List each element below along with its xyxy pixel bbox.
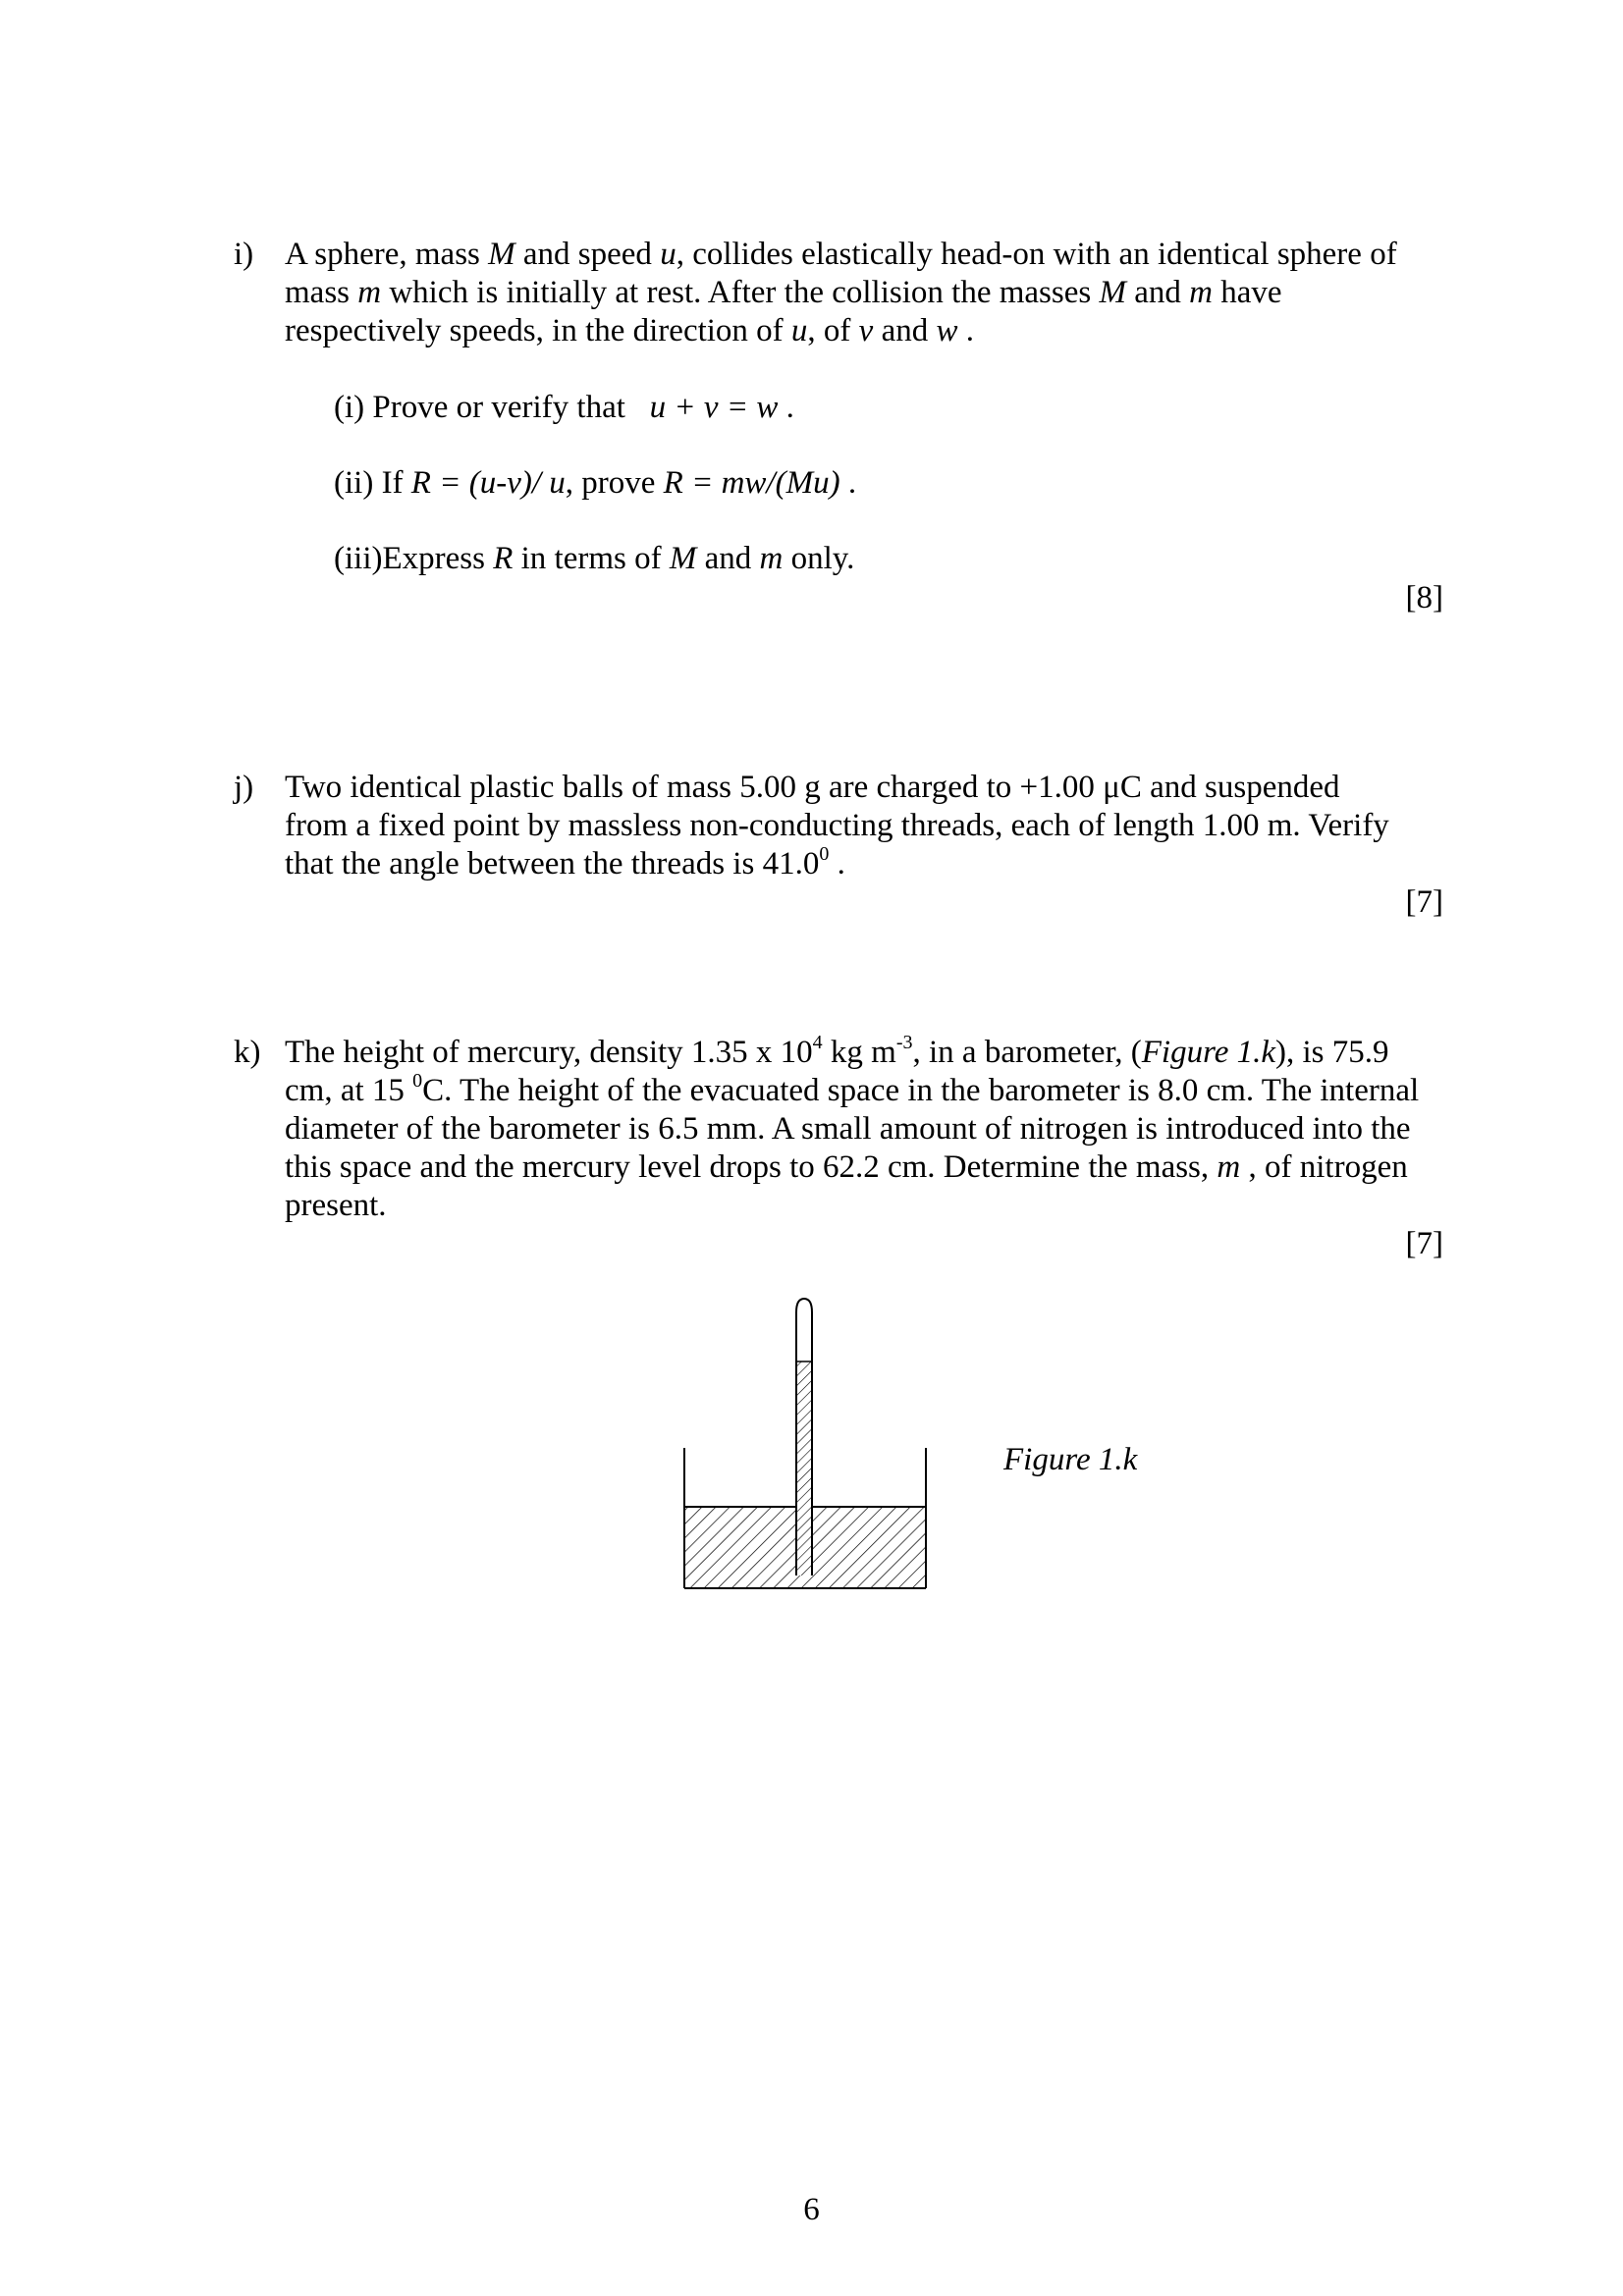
- question-i-part-i: (i) Prove or verify that u + v = w .: [334, 390, 794, 425]
- question-j-label: j): [234, 770, 254, 805]
- question-k-line-3: diameter of the barometer is 6.5 mm. A small amount of nitrogen is introduced into the: [285, 1111, 1411, 1147]
- question-i-line-3: respectively speeds, in the direction of u, of v and w .: [285, 313, 974, 348]
- question-k-text: [285, 1034, 1443, 1225]
- question-k-line-2: cm, at 15 $^0$C. The height of the evacuated space in the barometer is 8.0 cm. The internal: [285, 1070, 1420, 1108]
- question-i-part-iii: (iii)Express R in terms of M and m only.: [334, 541, 855, 576]
- question-i-text: [285, 236, 1443, 350]
- question-k-marks: [7]: [1405, 1226, 1443, 1261]
- figure-caption: Figure 1.k: [1003, 1442, 1138, 1477]
- question-k-line-4: this space and the mercury level drops to 62.2 cm. Determine the mass, m , of nitrogen: [285, 1149, 1408, 1185]
- barometer-tube: [796, 1299, 812, 1575]
- question-i-part-ii: (ii) If R = (u-v)/ u, prove R = mw/(Mu) .: [334, 465, 857, 501]
- question-j-line-2: from a fixed point by massless non-conducting threads, each of length 1.00 m. Verify: [285, 808, 1389, 843]
- page-number: 6: [803, 2192, 820, 2227]
- barometer-figure: [668, 1291, 962, 1605]
- question-j-line-1: Two identical plastic balls of mass 5.00 g are charged to +1.00 μC and suspended: [285, 770, 1340, 805]
- question-j-line-3: that the angle between the threads is 41.0$^0$ .: [285, 843, 845, 881]
- question-i-line-2: mass m which is initially at rest. After the collision the masses M and m have: [285, 275, 1282, 310]
- question-k-line-5: present.: [285, 1188, 387, 1223]
- question-k-label: k): [234, 1035, 261, 1070]
- tube-mercury-column: [797, 1362, 811, 1575]
- question-j-marks: [7]: [1405, 884, 1443, 920]
- question-k-line-1: The height of mercury, density 1.35 x $10^4$ kg $m^{-3}$, in a barometer, (Figure 1.k), is 75.9: [285, 1032, 1389, 1070]
- question-i-label: i): [234, 237, 254, 272]
- question-j-text: [285, 769, 1443, 883]
- question-i-marks: [8]: [1405, 580, 1443, 615]
- question-i-line-1: A sphere, mass M and speed u, collides elastically head-on with an identical sphere of: [285, 237, 1397, 272]
